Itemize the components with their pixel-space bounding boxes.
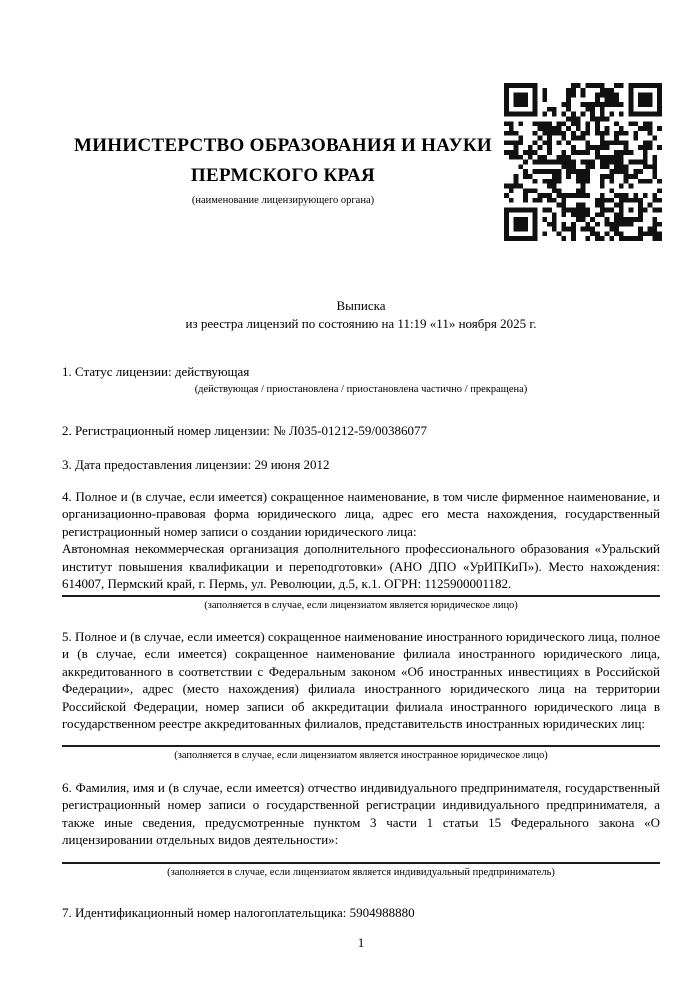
ministry-name-line1: МИНИСТЕРСТВО ОБРАЗОВАНИЯ И НАУКИ xyxy=(73,135,493,156)
page-number: 1 xyxy=(357,934,365,950)
legal-entity-fill-line xyxy=(62,595,660,597)
individual-entrepreneur-fill-line xyxy=(62,862,660,864)
item-taxpayer-id xyxy=(62,904,660,922)
document-title-line2: из реестра лицензий по состоянию на 11:19 «11» ноября 2025 г. xyxy=(185,315,537,331)
document-body xyxy=(0,297,700,921)
license-status-options-caption: (действующая / приостановлена / приостановлена частично / прекращена) xyxy=(194,383,528,395)
individual-entrepreneur-caption: (заполняется в случае, если лицензиатом является индивидуальный предприниматель) xyxy=(167,866,555,878)
legal-entity-value: Автономная некоммерческая организация дополнительного профессионального образования «Уральский институт повышения квалификации и переподготовки» (АНО ДПО «УрИПКиП»). Место нахождения: 614007, Пермский край, г. Пермь, ул. Революции, д.5, к.1. ОГРН: 1125900001182. xyxy=(62,541,660,591)
legal-entity-prompt: 4. Полное и (в случае, если имеется) сокращенное наименование, в том числе фирменное наименование, и организационно-правовая форма юридического лица, адрес его места нахождения, государственный регистрационный номер записи о создании юридического лица: xyxy=(62,488,660,539)
item-legal-entity xyxy=(62,488,660,612)
licensing-authority-block xyxy=(62,83,504,207)
document-title-line1: Выписка xyxy=(336,298,386,313)
item-individual-entrepreneur xyxy=(62,779,660,879)
item-registration-number xyxy=(62,422,660,440)
foreign-entity-caption: (заполняется в случае, если лицензиатом является иностранное юридическое лицо) xyxy=(174,749,548,761)
ministry-name xyxy=(62,131,504,191)
foreign-entity-fill-line xyxy=(62,745,660,747)
license-status-text: 1. Статус лицензии: действующая xyxy=(62,364,250,379)
item-license-status xyxy=(62,363,660,396)
registration-number-text: 2. Регистрационный номер лицензии: № Л035-01212-59/00386077 xyxy=(62,422,428,438)
item-license-grant-date xyxy=(62,456,660,474)
document-header xyxy=(0,0,700,241)
individual-entrepreneur-prompt: 6. Фамилия, имя и (в случае, если имеется) отчество индивидуального предпринимателя, государственный регистрационный номер записи о государственной регистрации индивидуального предпринимателя, а также иные сведения, предусмотренные пунктом 3 части 1 статьи 15 Федерального закона «О лицензировании отдельных видов деятельности»: xyxy=(62,779,660,847)
document-title xyxy=(62,297,660,332)
ministry-name-line2: ПЕРМСКОГО КРАЯ xyxy=(190,165,376,186)
legal-entity-caption: (заполняется в случае, если лицензиатом является юридическое лицо) xyxy=(204,599,518,611)
licensing-authority-caption: (наименование лицензирующего органа) xyxy=(191,195,375,206)
foreign-entity-prompt: 5. Полное и (в случае, если имеется) сокращенное наименование иностранного юридического лица, полное и (в случае, если имеется) сокращенное наименование филиала иностранного юридического лица, аккредитованного в соответствии с Федеральным законом «Об иностранных инвестициях в Российской Федерации», адрес (место нахождения) филиала иностранного юридического лица на территории Российской Федерации, номер записи об аккредитации филиала иностранного юридического лица в государственном реестре аккредитованных филиалов, представительств иностранных юридических лиц: xyxy=(62,628,660,731)
taxpayer-id-text: 7. Идентификационный номер налогоплательщика: 5904988880 xyxy=(62,904,415,920)
qr-code-icon xyxy=(504,83,662,241)
license-grant-date-text: 3. Дата предоставления лицензии: 29 июня 2012 xyxy=(62,457,330,472)
item-foreign-entity xyxy=(62,628,660,762)
